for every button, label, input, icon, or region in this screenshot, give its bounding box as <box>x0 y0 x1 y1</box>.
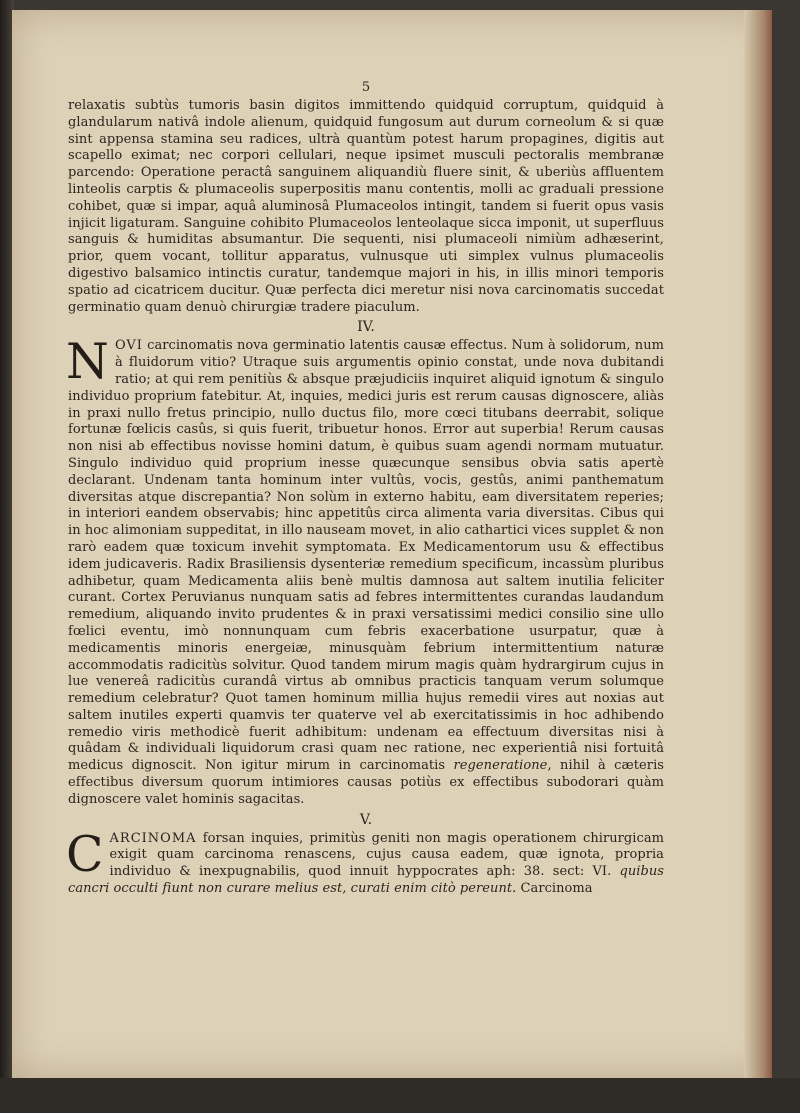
section-iv-italic-term: regeneratione <box>453 758 548 774</box>
book-page <box>12 10 772 1078</box>
dropcap-c: C <box>66 825 104 883</box>
paragraph-operation: relaxatis subtùs tumoris basin digitos immittendo quidquid corruptum, quidquid à glandularum nativâ indole alienum, quidquid fungosum aut durum corneolum & si quæ sint appensa stamina seu radices, ultrà quantùm potest harum propagines, digitis aut scapello eximat; nec corpori cellulari, neque ipsimet musculi pectoralis membranæ parcendo: Operatione peractâ sanguinem aliquandiù fluere sinit, & uberiùs affluentem linteolis carptis & plumaceolis superpositis manu contentis, molli ac graduali pressione cohibet, quæ si impar, aquâ aluminosâ Plumaceolos intingit, tandem si fuerit opus vasis injicit ligaturam. Sanguine cohibito Plumaceolos lenteolaque sicca imponit, ut superfluus sanguis & humiditas absumantur. Die sequenti, nisi plumaceoli nimiùm adhæserint, prior, quem vocant, tollitur apparatus, vulnusque uti simplex vulnus plumaceolis digestivo balsamico intinctis curatur, tandemque majori in his, in illis minori temporis spatio ad cicatricem ducitur. Quæ perfecta dici meretur nisi nova carcinomatis succedat germinatio quam denuò chirurgiæ tradere piaculum. <box>68 98 664 315</box>
page-number: 5 <box>361 80 371 95</box>
section-iv-lead-word: OVI <box>114 338 143 354</box>
section-v-tail: Carcinoma <box>516 881 593 897</box>
dropcap-n: N <box>66 333 109 391</box>
section-v-lead-word: ARCINOMA <box>109 830 197 846</box>
paragraph-section-iv <box>66 333 664 808</box>
page-text-block <box>68 80 664 898</box>
section-heading-iv: IV. <box>357 319 375 336</box>
section-heading-v: V. <box>359 811 373 828</box>
section-iv-body: carcinomatis nova germinatio latentis causæ effectus. Num à solidorum, num à fluidorum vitio? Utraque suis argumentis opinio constat, unde nova dubitandi ratio; at qui rem penitiùs & absque præjudiciis inquiret aliquid ignotum & singulo individuo proprium fatebitur. At, inquies, medici juris est rerum causas dignoscere, aliàs in praxi nullo fretus principio, nullo ductus filo, more cœci titubans deerrabit, solique fortunæ fœlicis casûs, si quis fuerit, tribuetur honos. Error aut superbia! Rerum causas non nisi ab effectibus novisse homini datum, è quibus suam agendi normam mutuatur. Singulo individuo quid proprium inesse quæcunque sensibus obvia satis apertè declarant. Undenam tanta hominum inter vultûs, vocis, gestûs, animi panthematum diversitas atque discrepantia? Non solùm in externo habitu, eam diversitatem reperies; in interiori eandem observabis; hinc appetitûs circa alimenta varia diversitas. Cibus qui in hoc alimoniam suppeditat, in illo nauseam movet, in alio cathartici vices supplet & non rarò eadem quæ toxicum invehit symptomata. Ex Medicamentorum usu & effectibus idem judicaveris. Radix Brasiliensis dysenteriæ remedium specificum, incassùm pluribus adhibetur, quam Medicamenta aliis benè multis damnosa aut saltem inutilia feliciter curant. Cortex Peruvianus nunquam satis ad febres intermittentes curandas laudandum remedium, aliquando invito prudentes & in praxi versatissimi medici consilio sine ullo fœlici eventu, imò nonnunquam cum febris exacerbatione usurpatur, quæ à medicamentis minoris energeiæ, minusquàm febrium intermittentium naturæ accommodatis radicitùs solvitur. Quod tandem mirum magis quàm hydrargirum cujus in lue venereâ radicitùs curandâ virtus ab omnibus practicis tanquam verum solumque remedium celebratur? Quot tamen hominum millia hujus remedii vires aut noxias aut saltem inutiles experti quamvis ter quaterve vel ab exercitatissimis in hoc adhibendo remedio viris methodicè fuerit adhibitum: undenam ea effectuum diversitas nisi à quâdam & individuali liquidorum crasi quam nec ratione, nec experientiâ nisi fortuitâ medicus dignoscit. Non igitur mirum in carcinomatis <box>68 338 664 774</box>
section-iv-tail: , nihil à cæteris effectibus diversum quorum intimiores causas potiùs ex effectibus subodorari quàm dignoscere valet hominis sagacitas. <box>68 758 664 807</box>
section-v-italic-quote: quibus cancri occulti fiunt non curare melius est, curati enim citò pereunt. <box>68 864 664 897</box>
paragraph-section-v <box>66 825 664 898</box>
scan-bottom-band <box>0 1078 800 1113</box>
section-v-body: forsan inquies, primitùs geniti non magis operationem chirurgicam exigit quam carcinoma renascens, cujus causa eadem, quæ ignota, propria individuo & inexpugnabilis, quod innuit hyppocrates aph: 38. sect: VI. <box>109 830 664 880</box>
page-edge <box>744 10 772 1078</box>
